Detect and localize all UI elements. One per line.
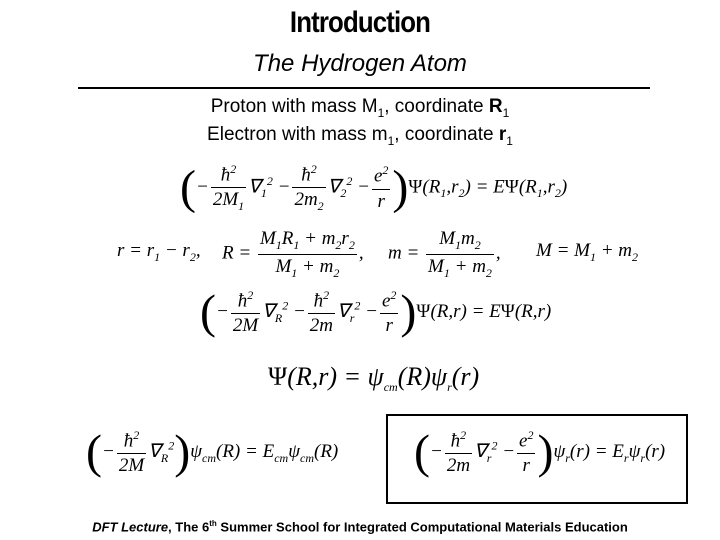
relative-motion-schrodinger-equation: (− $\frac{ħ^2}{2m}$ $\nabla_r^2$ − $\frac{e^2}{r}$ )$\psi_r(r) = E_r\psi_r(r)$ — [414, 425, 666, 479]
proton-coord-symbol: R — [488, 96, 503, 117]
footer-lecture-name: DFT Lecture — [92, 519, 169, 535]
reduced-mass-equation: m = $\frac{M_1m_2}{M_1 + m_2}$ , — [388, 228, 501, 280]
slide-footer — [0, 519, 720, 534]
proton-mass-subscript: 1 — [377, 105, 385, 120]
title-divider — [78, 87, 650, 89]
footer-ordinal-sup: th — [209, 519, 217, 528]
center-of-mass-equation: R = $\frac{M_1R_1 + m_2r_2}{M_1 + m_2}$ , — [222, 228, 364, 280]
slide-title: Introduction — [289, 6, 431, 39]
center-of-mass-schrodinger-equation: (− $\frac{ħ^2}{2M}$ $\nabla_R^2)\psi_{cm}(R) = E_{cm}\psi_{cm}(R)$ — [86, 425, 339, 479]
electron-coord-subscript: 1 — [506, 133, 513, 148]
total-mass-equation: $M = M_1 + m_2$ — [536, 240, 639, 264]
proton-coord-subscript: 1 — [502, 105, 510, 120]
slide-subtitle: The Hydrogen Atom — [253, 50, 467, 77]
footer-text-b: Summer School for Integrated Computational Materials Education — [216, 519, 628, 535]
proton-coord-text: , coordinate — [384, 96, 489, 117]
electron-text: Electron with mass m — [207, 124, 388, 145]
electron-description — [0, 124, 720, 148]
footer-text-a: , The 6 — [168, 519, 210, 535]
two-body-schrodinger-equation: (− $\frac{ħ^2}{2M_1}$ $\nabla_1^2$ − $\frac{ħ^2}{2m_2}$ $\nabla_2^2$ − $\frac{e^2}{r}$ )$\Psi(R_1,r_2) = E\Psi(R_1,r_2)$ — [180, 161, 568, 215]
electron-coord-text: , coordinate — [394, 124, 499, 145]
proton-text: Proton with mass M — [210, 96, 378, 117]
electron-coord-symbol: r — [498, 124, 507, 145]
transformed-schrodinger-equation: (− $\frac{ħ^2}{2M}$ $\nabla_R^2$ − $\frac{ħ^2}{2m}$ $\nabla_r^2$ − $\frac{e^2}{r}$ )Ψ(R,r) = EΨ(R,r) — [200, 285, 552, 339]
proton-description — [0, 96, 720, 120]
electron-mass-subscript: 1 — [387, 133, 395, 148]
relative-coordinate-equation: $r = r_1 - r_2$, — [117, 240, 201, 264]
wavefunction-separation-equation: $\Psi(R,r) = \psi_{cm}(R)\psi_r(r)$ — [268, 362, 480, 395]
